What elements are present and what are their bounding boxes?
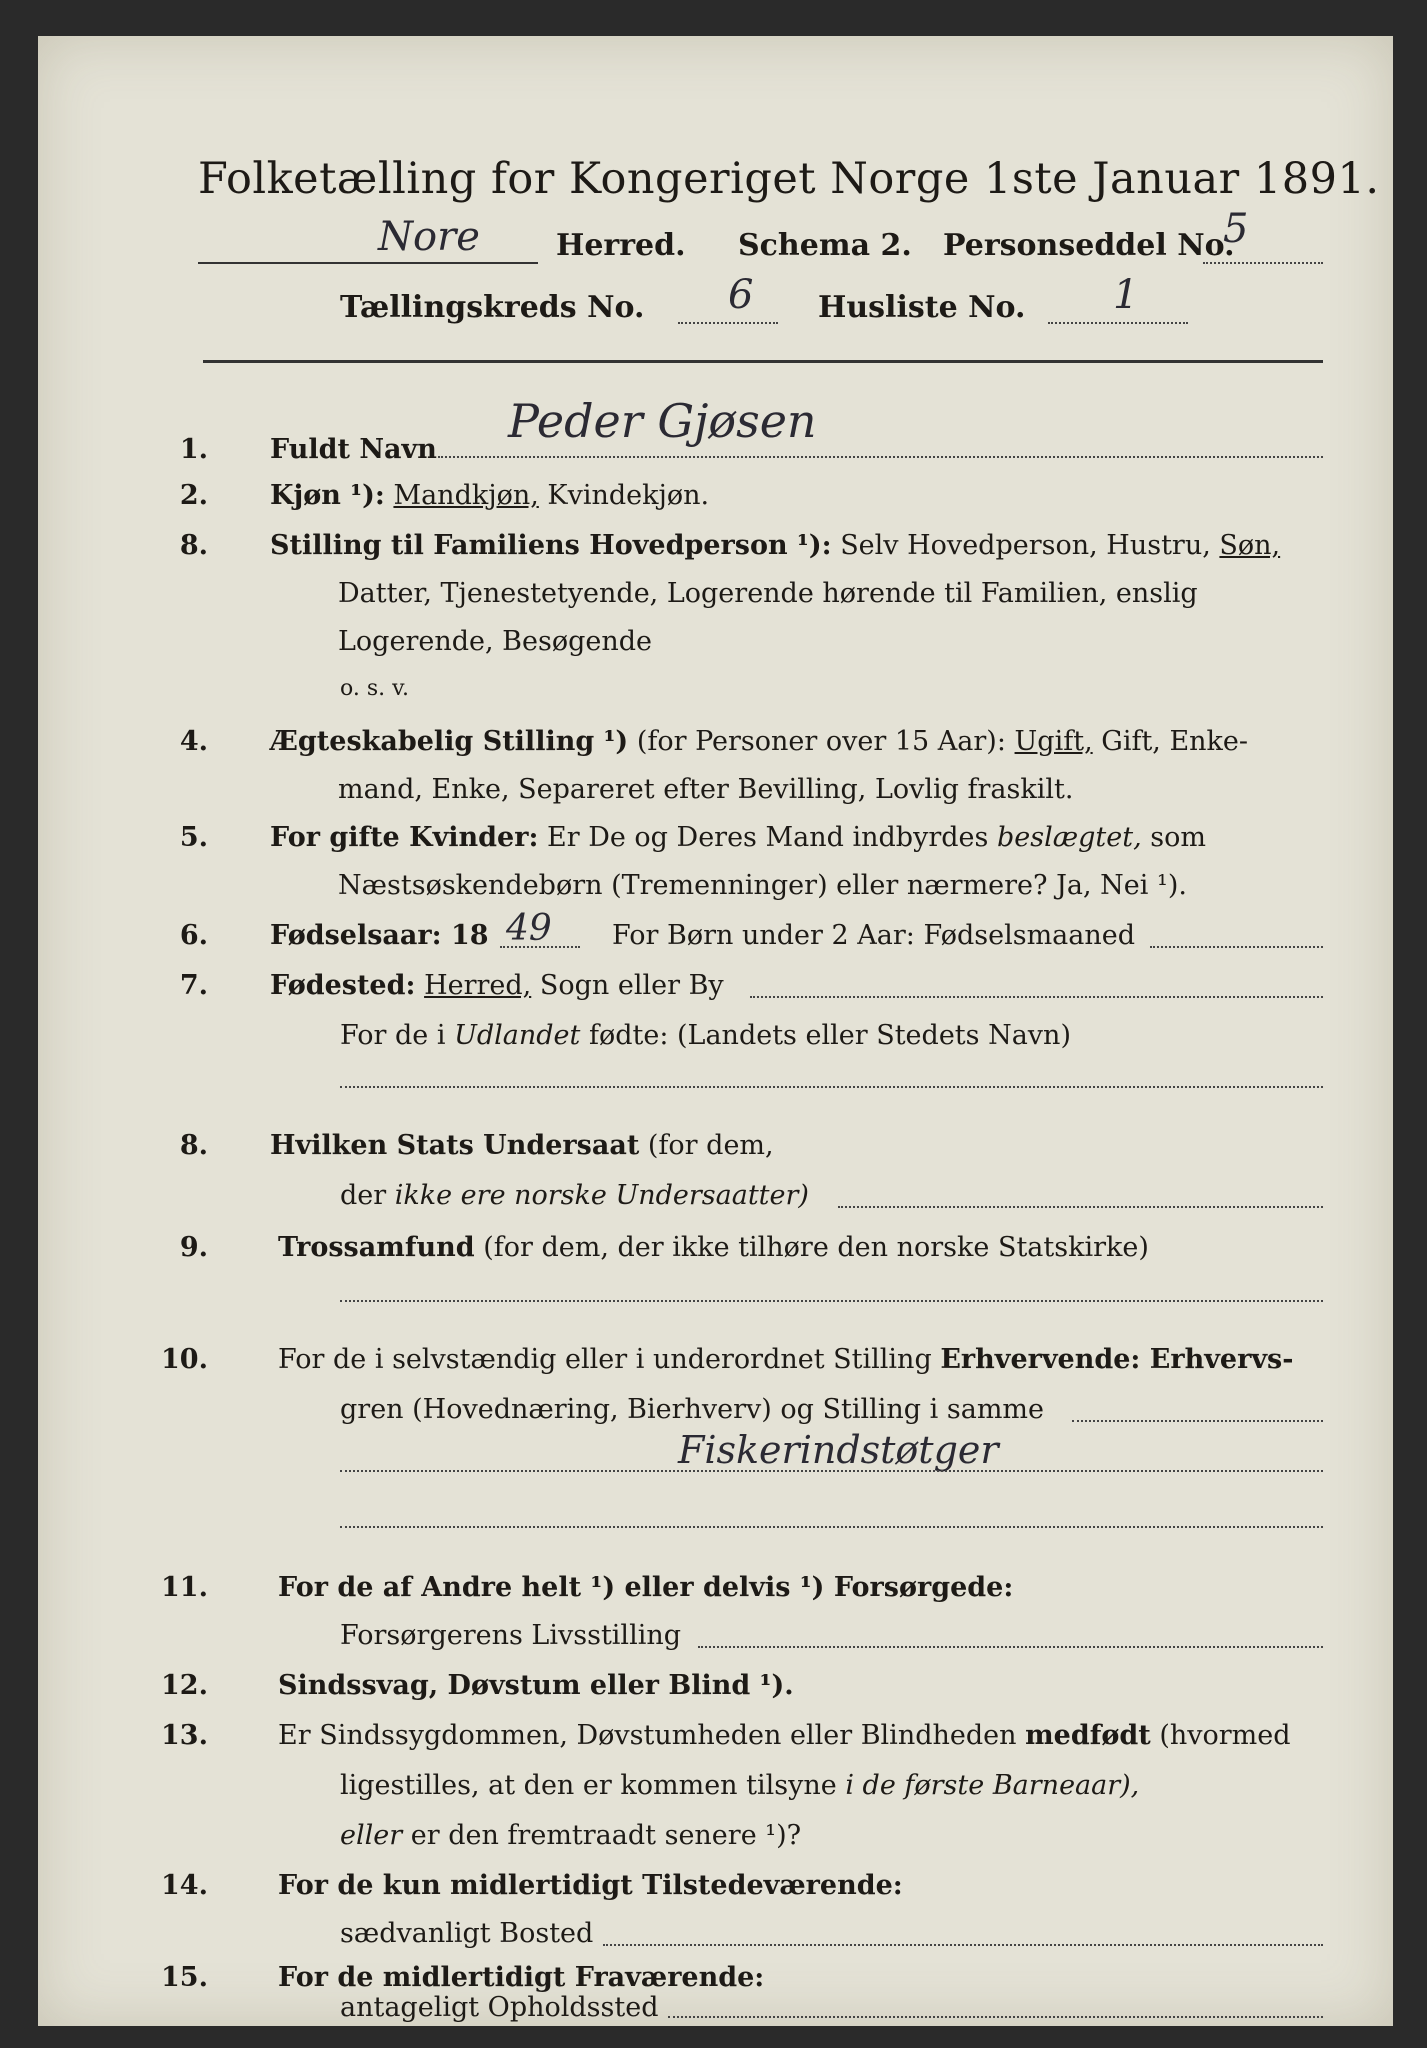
q14-line1: For de kun midlertidigt Tilstedeværende: [278,1870,903,1901]
q13-line2i: i de første Barneaar), [845,1770,1140,1801]
kreds-value: 6 [728,272,754,318]
q15-number: 15. [161,1962,208,1993]
personseddel-label: Personseddel No. [943,228,1235,263]
q3-selected: Søn, [1219,530,1281,561]
q11-line2: Forsørgerens Livsstilling [340,1620,682,1651]
q10-line2-dots [1072,1420,1323,1422]
q8-line [838,1206,1323,1208]
q7-number: 7. [179,970,208,1001]
q5-line2: Næstsøskendebørn (Tremenninger) eller nærmere? Ja, Nei ¹). [338,870,1187,901]
q4-row [270,726,1248,757]
header-divider [203,360,1323,363]
q13-number: 13. [161,1720,208,1751]
kreds-line [678,322,778,324]
q14-line2: sædvanligt Bosted [340,1918,594,1949]
q7-label: Fødested: [270,970,416,1001]
q3-row [270,530,1280,561]
form-title: Folketælling for Kongeriget Norge 1ste Januar 1891. [198,154,1380,204]
q2-label: Kjøn ¹): [270,480,385,511]
q9-label: Trossamfund [278,1232,475,1263]
q13-line3 [340,1820,801,1851]
q4-selected: Ugift, [1014,726,1093,757]
q7-line2 [340,1020,1071,1051]
q10-line1b: Erhvervende: Erhvervs- [940,1344,1294,1375]
q7-line2i: Udlandet [454,1020,581,1051]
q5-end: som [1150,822,1206,853]
q8-number: 8. [179,1130,208,1161]
q10-occupation-value: Fiskerindstøtger [678,1428,999,1472]
q5-number: 5. [179,822,208,853]
q15-line1: For de midlertidigt Fraværende: [278,1962,765,1993]
q11-line1: For de af Andre helt ¹) eller delvis ¹) Forsørgede: [278,1572,1014,1603]
q3-label: Stilling til Familiens Hovedperson ¹): [270,530,832,561]
census-form [38,36,1393,2026]
q2-option: Kvindekjøn. [547,480,710,511]
q9-number: 9. [179,1232,208,1263]
q4-line2: mand, Enke, Separeret efter Bevilling, Lovlig fraskilt. [338,774,1074,805]
q7-answer-line [340,1086,1323,1088]
q10-line2: gren (Hovednæring, Bierhverv) og Stilling i samme [340,1394,1045,1425]
q8-rest: (for dem, [647,1130,774,1161]
herred-line [198,262,538,264]
q7-line [750,996,1323,998]
q10-line4 [340,1526,1323,1528]
q10-row [278,1344,1293,1375]
q14-line [603,1944,1323,1946]
q12-number: 12. [161,1670,208,1701]
q2-number: 2. [179,480,208,511]
q3-line2: Datter, Tjenestetyende, Logerende hørende til Familien, enslig [338,578,1198,609]
q10-line3 [340,1470,1323,1472]
q1-name-value: Peder Gjøsen [508,394,817,448]
q13-line1b: medfødt [1025,1720,1151,1751]
q8-label: Hvilken Stats Undersaat [270,1130,640,1161]
q9-row [278,1232,1149,1263]
q6-month-line [1150,946,1323,948]
q9-rest: (for dem, der ikke tilhøre den norske Statskirke) [483,1232,1149,1263]
q8-line2 [340,1180,809,1211]
q15-line [668,2016,1323,2018]
q3-line4: o. s. v. [340,676,409,701]
q2-option-selected: Mandkjøn, [393,480,539,511]
q2-row [270,480,709,511]
q1-label: Fuldt Navn [270,434,437,465]
q7-line2b: fødte: (Landets eller Stedets Navn) [588,1020,1071,1051]
q6-year-line [500,946,580,948]
herred-label: Herred. [556,228,686,263]
q13-line1a: Er Sindssygdommen, Døvstumheden eller Blindheden [278,1720,1017,1751]
q7-selected: Herred, [424,970,532,1001]
q9-line [340,1300,1323,1302]
q5-row [270,822,1206,853]
q7-rest: Sogn eller By [539,970,724,1001]
schema-label: Schema 2. [738,228,912,263]
kreds-label: Tællingskreds No. [340,290,645,325]
personseddel-value: 5 [1223,206,1249,252]
q13-line1c: (hvormed [1159,1720,1291,1751]
q5-line1: Er De og Deres Mand indbyrdes [547,822,989,853]
q4-rest: Gift, Enke- [1101,726,1249,757]
personseddel-line [1203,262,1323,264]
q14-number: 14. [161,1870,208,1901]
q13-line3: er den fremtraadt senere ¹)? [410,1820,802,1851]
q12-line1: Sindssvag, Døvstum eller Blind ¹). [278,1670,794,1701]
q8-line2a: der [340,1180,387,1211]
q6-rest: For Børn under 2 Aar: Fødselsmaaned [612,920,1136,951]
q10-line1a: For de i selvstændig eller i underordnet Stilling [278,1344,932,1375]
husliste-line [1048,322,1188,324]
herred-value: Nore [378,214,480,260]
q15-line2: antageligt Opholdssted [340,1992,659,2023]
q8-row [270,1130,774,1161]
q4-label: Ægteskabelig Stilling ¹) [270,726,629,757]
q6-number: 6. [179,920,208,951]
q13-line3i: eller [340,1820,403,1851]
q4-line1: (for Personer over 15 Aar): [636,726,1006,757]
q4-number: 4. [179,726,208,757]
q13-row [278,1720,1291,1751]
husliste-value: 1 [1113,272,1139,318]
q10-number: 10. [161,1344,208,1375]
q7-line2a: For de i [340,1020,446,1051]
q5-italic: beslægtet, [996,822,1142,853]
q1-line [438,456,1323,458]
husliste-label: Husliste No. [818,290,1026,325]
q6-label: Fødselsaar: 18 [270,920,489,951]
q11-number: 11. [161,1572,208,1603]
q1-number: 1. [179,434,208,465]
q13-line2 [340,1770,1139,1801]
q3-number: 8. [179,530,208,561]
q8-line2i: ikke ere norske Undersaatter) [394,1180,809,1211]
q11-line [698,1646,1323,1648]
q3-line3: Logerende, Besøgende [338,626,652,657]
q3-line1: Selv Hovedperson, Hustru, [840,530,1211,561]
q7-row [270,970,724,1001]
q5-label: For gifte Kvinder: [270,822,539,853]
q13-line2a: ligestilles, at den er kommen tilsyne [340,1770,837,1801]
q6-year: 49 [506,908,552,949]
